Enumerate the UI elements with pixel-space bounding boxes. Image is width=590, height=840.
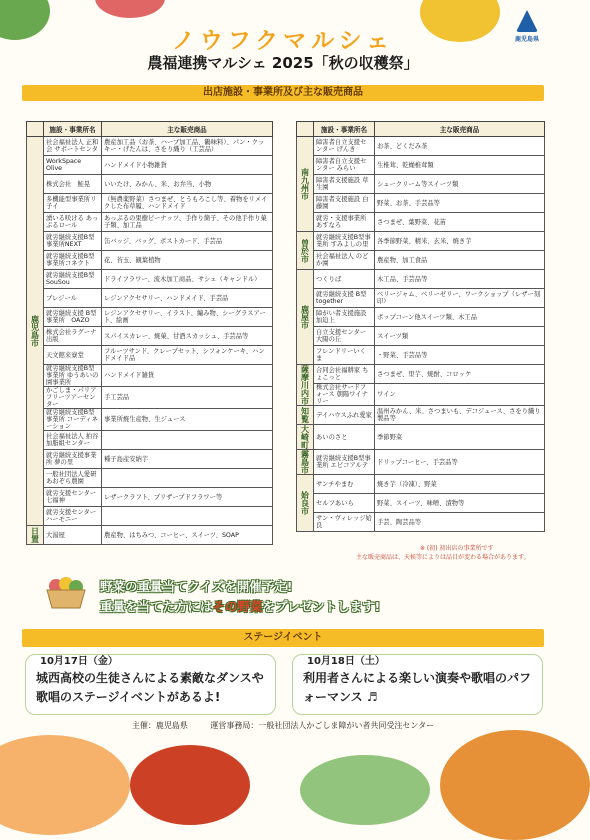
quiz-line-2-pre: 重量を当てた方には	[100, 599, 213, 614]
facility-name-cell: 就労継続支援B型事業所 エピコアルテ	[314, 450, 375, 475]
table-row	[297, 425, 545, 450]
products-cell: レザークラフト、プリザーブドフラワー等	[102, 488, 273, 507]
table-row	[27, 175, 273, 194]
table-row	[297, 137, 545, 156]
facility-table-right-body	[297, 137, 545, 532]
table-row	[27, 409, 273, 431]
products-cell: いいたけ、みかん、米、お弁当、小物	[102, 175, 273, 194]
vegetable-decoration-top-mid	[95, 0, 165, 18]
product-disclaimer-note: 主な販売商品は、天候等によりは品目が変わる場合があります。	[356, 554, 530, 561]
facility-name-cell: フレンドリーいくま	[314, 346, 375, 365]
facility-name-cell: 就労支援センター七福神	[44, 488, 102, 507]
table-row	[27, 526, 273, 545]
products-cell	[102, 431, 273, 450]
facility-name-cell: 天文館来寮堂	[44, 346, 102, 365]
facility-name-cell: 自立支援センター 大陽の丘	[314, 327, 375, 346]
products-cell: ポップコーン他スイーツ類、木工品	[375, 308, 545, 327]
facility-table-right	[296, 121, 545, 532]
logo-text: 鹿児島県	[514, 36, 539, 43]
table-row	[297, 365, 545, 384]
products-cell: ドリップコーヒー、手芸品等	[375, 450, 545, 475]
event-date: 10月17日（金）	[40, 656, 118, 667]
facility-name-cell: 障がい者支援施設 加迫上	[314, 308, 375, 327]
facility-name-cell: 一般社団法人愛研 あおぞら農園	[44, 469, 102, 488]
facility-name-cell: 多機能型事業所リ子イ	[44, 194, 102, 213]
facility-name-cell: 株式会社ラグーナ出版	[44, 327, 102, 346]
products-cell: ハンドメイド小物雑貨	[102, 156, 273, 175]
products-cell: レジンアクセサリー、ハンドメイド、手芸品	[102, 289, 273, 308]
vegetable-decoration-bottom-left	[0, 735, 130, 835]
table-row	[27, 450, 273, 469]
vegetable-decoration-bottom-green	[300, 755, 430, 825]
table-row	[297, 194, 545, 213]
products-cell: 農産加工品（お茶、ハーブ加工品、鶴味料）、パン・クッキー・げたんは、さをり織り（工芸品）	[102, 137, 273, 156]
table-row	[297, 346, 545, 365]
table-row	[297, 232, 545, 251]
facility-name-cell: 合同会社福耕家 ちょこっと	[314, 365, 375, 384]
facility-name-cell: WorkSpace Olive	[44, 156, 102, 175]
products-cell: 温州みかん、米、さつまいも、デコジュース、さをり織り製品等	[375, 406, 545, 425]
vegetable-decoration-bottom-mid	[130, 745, 250, 825]
table-row	[297, 475, 545, 494]
office-text: 運営事務局：一般社団法人かごしま障がい者共同受注センター	[210, 721, 435, 730]
table-row	[297, 327, 545, 346]
vegetable-decoration-bottom-right	[440, 730, 590, 840]
section-title-band: 出店施設・事業所及び主な販売商品	[22, 85, 544, 101]
facility-table-left-body	[27, 137, 273, 545]
facility-name-cell: デイハウスふれ愛家	[314, 406, 375, 425]
table-row	[297, 406, 545, 425]
products-cell: スイーツ類	[375, 327, 545, 346]
new-store-note: ※ (初) 初出店の事業所です	[420, 545, 494, 552]
table-row	[297, 494, 545, 513]
products-cell: ハンドメイド雑貨	[102, 365, 273, 387]
facility-name-cell: 湧いる咲ける あっぷるロール	[44, 213, 102, 232]
facility-name-cell: ブレジール	[44, 289, 102, 308]
facility-name-cell: 就労継続支援 B型 together	[314, 289, 375, 308]
products-cell: （無農薬野菜）さつまぜ、とうもろこし等、着物をリメイクした布草履、ハンドメイド	[102, 194, 273, 213]
area-cell: 薩摩川内市	[297, 365, 314, 406]
products-cell: フルーツサンド、クレープセット、シフォンケーキ、ハンドメイド品	[102, 346, 273, 365]
organizer-text: 主催：鹿児島県	[131, 721, 188, 730]
table-row	[27, 213, 273, 232]
quiz-line-2-highlight: その野菜	[212, 599, 263, 614]
quiz-line-2-post: をプレゼントします!	[262, 599, 381, 614]
vegetable-basket-icon	[44, 576, 88, 610]
facility-name-cell: 就労継続支援B型事業所コネクト	[44, 251, 102, 270]
table-row	[297, 450, 545, 475]
facility-name-cell: 社会福祉法人 拍谷 加脂組センター	[44, 431, 102, 450]
table-row	[27, 507, 273, 526]
facility-name-cell: 障害者自立支援センター みらい	[314, 156, 375, 175]
table-row	[297, 513, 545, 532]
stage-event-card-day1	[25, 654, 276, 715]
facility-name-cell: サン・ヴィレッジ姶良	[314, 513, 375, 532]
facility-name-cell: 就労継続支援B型事業所 ゆうあいの園事業所	[44, 365, 102, 387]
area-column-header	[27, 122, 44, 137]
area-cell: 鹿屋市	[297, 270, 314, 365]
table-row	[27, 488, 273, 507]
table-row	[27, 289, 273, 308]
quiz-line-2	[100, 597, 380, 615]
products-cell: 農産物、はちみつ、コーヒー、スイーツ、SOAP	[102, 526, 273, 545]
facility-name-cell: 就労継続支援B型事業所 すみよしの里	[314, 232, 375, 251]
logo-icon	[516, 10, 538, 32]
table-row	[297, 251, 545, 270]
facility-name-cell: 就労継続支援事業所 夢の里	[44, 450, 102, 469]
page-title: ノウフクマルシェ	[171, 28, 395, 54]
products-cell: スパイスカレー、焼菓、甘酒スカッシュ、手芸品等	[102, 327, 273, 346]
table-row	[297, 175, 545, 194]
facility-name-cell: つくりば	[314, 270, 375, 289]
products-cell	[102, 469, 273, 488]
products-cell: シュークリーム等スイーツ類	[375, 175, 545, 194]
products-cell: 各季節野菜、精米、玄米、焼き芋	[375, 232, 545, 251]
table-row	[297, 384, 545, 406]
facility-name-cell: あいのさと	[314, 425, 375, 450]
area-cell: 姶良市	[297, 475, 314, 532]
facility-name-cell: 障害者支援施設 白藤園	[314, 194, 375, 213]
facility-name-cell: 障害者自立支援センター げんき	[314, 137, 375, 156]
products-cell: お茶、どくだみ茶	[375, 137, 545, 156]
facility-name-cell: 大湯屋	[44, 526, 102, 545]
facility-name-cell: 就労継続支援B型事業所NEXT	[44, 232, 102, 251]
facility-name-cell: 就労継続支援B型事業所 コーディネーション	[44, 409, 102, 431]
products-cell: 種子島産安納芋	[102, 450, 273, 469]
facility-column-header: 施設・事業所名	[314, 122, 375, 137]
facility-table-left	[26, 121, 273, 545]
table-row	[297, 289, 545, 308]
products-cell: あっぷるの果樹ピーナッツ、手作り箇子、その他手作り菓子類、加工品	[102, 213, 273, 232]
event-date: 10月18日（土）	[307, 656, 385, 667]
products-cell: 木工品、手芸品等	[375, 270, 545, 289]
facility-name-cell: 就労継続支援 B型事業所 OAZO	[44, 308, 102, 327]
table-row	[27, 156, 273, 175]
table-row	[27, 308, 273, 327]
facility-name-cell: 社会福祉法人 のどか園	[314, 251, 375, 270]
products-cell: 焼き芋（冷凍）、野菜	[375, 475, 545, 494]
products-cell: 野菜、スイーツ、味噌、漬物等	[375, 494, 545, 513]
area-cell: 曽於市	[297, 232, 314, 270]
prefecture-logo	[506, 10, 548, 43]
facility-name-cell: セルフあいら	[314, 494, 375, 513]
footer	[0, 720, 566, 731]
products-cell: ベリージャム、ベリーゼリー、ワークショップ（レザー刻印）	[375, 289, 545, 308]
table-row	[27, 327, 273, 346]
products-cell: さつまぜ、里芋、焼酎、コロッケ	[375, 365, 545, 384]
table-row	[27, 137, 273, 156]
products-cell: 手芸、陶芸品等	[375, 513, 545, 532]
facility-name-cell: 社会福祉法人 正和会 サポートセンタ	[44, 137, 102, 156]
table-row	[27, 232, 273, 251]
products-cell: 花、苔玉、観葉植物	[102, 251, 273, 270]
products-cell: 手工芸品	[102, 387, 273, 409]
table-row	[27, 365, 273, 387]
table-row	[27, 469, 273, 488]
table-row	[297, 308, 545, 327]
facility-name-cell: かごしま・パリアフリーツアーセンター	[44, 387, 102, 409]
table-row	[27, 194, 273, 213]
area-cell: 鹿児島市	[27, 137, 44, 526]
products-cell: 生椎茸、乾燥椎茸類	[375, 156, 545, 175]
table-row	[27, 251, 273, 270]
table-row	[27, 346, 273, 365]
facility-column-header: 施設・事業所名	[44, 122, 102, 137]
area-cell: 日置	[27, 526, 44, 545]
facility-name-cell: 障害者支援施設 草生園	[314, 175, 375, 194]
products-cell: 事業所焼生産物、生ジュース	[102, 409, 273, 431]
products-cell: ・野菜、手芸品等	[375, 346, 545, 365]
facility-name-cell: サンチやまむ	[314, 475, 375, 494]
area-cell: 霧島市	[297, 450, 314, 475]
products-column-header: 主な販売商品	[102, 122, 273, 137]
table-row	[27, 387, 273, 409]
stage-event-band: ステージイベント	[22, 629, 544, 647]
facility-name-cell: 株式会社 鮭晃	[44, 175, 102, 194]
table-row	[297, 213, 545, 232]
facility-name-cell: 就労継続支援B型 SouSou	[44, 270, 102, 289]
products-cell: レジンアクセサリー、イラスト、編み物、シーグラスアート、絵画	[102, 308, 273, 327]
products-column-header: 主な販売商品	[375, 122, 545, 137]
table-row	[297, 270, 545, 289]
products-cell	[102, 507, 273, 526]
area-column-header	[297, 122, 314, 137]
facility-name-cell: 就労・支援事業所 あすなろ	[314, 213, 375, 232]
facility-name-cell: 株式会社サードフォース 朝陽ワイナリー	[314, 384, 375, 406]
event-description: 城西高校の生徒さんによる素敵なダンスや歌唱のステージイベントがあるよ!	[36, 671, 264, 704]
products-cell: ドライフラワー、流木加工商品、サシェ（キャンドル）	[102, 270, 273, 289]
table-row	[27, 270, 273, 289]
table-row	[297, 156, 545, 175]
products-cell: 缶バッジ、バッグ、ポストカード、手芸品	[102, 232, 273, 251]
quiz-line-1: 野菜の重量当てクイズを開催予定!	[100, 579, 293, 594]
event-description: 利用者さんによる楽しい演奏や歌唱のパフォーマンス ♬	[303, 671, 532, 704]
facility-name-cell: 就労支援センター ハーモニー	[44, 507, 102, 526]
products-cell: ワイン	[375, 384, 545, 406]
products-cell: 季節野菜	[375, 425, 545, 450]
page-subtitle: 農福連携マルシェ 2025「秋の収穫祭」	[147, 54, 419, 72]
area-cell: 南九州市	[297, 137, 314, 232]
products-cell: 野菜、お茶、手芸品等	[375, 194, 545, 213]
area-cell: 知覧	[297, 406, 314, 425]
products-cell: 農産物、加工食品	[375, 251, 545, 270]
table-row	[27, 431, 273, 450]
area-cell: 大崎町	[297, 425, 314, 450]
products-cell: さつまぜ、葉野菜、花苗	[375, 213, 545, 232]
stage-event-card-day2	[292, 654, 543, 715]
